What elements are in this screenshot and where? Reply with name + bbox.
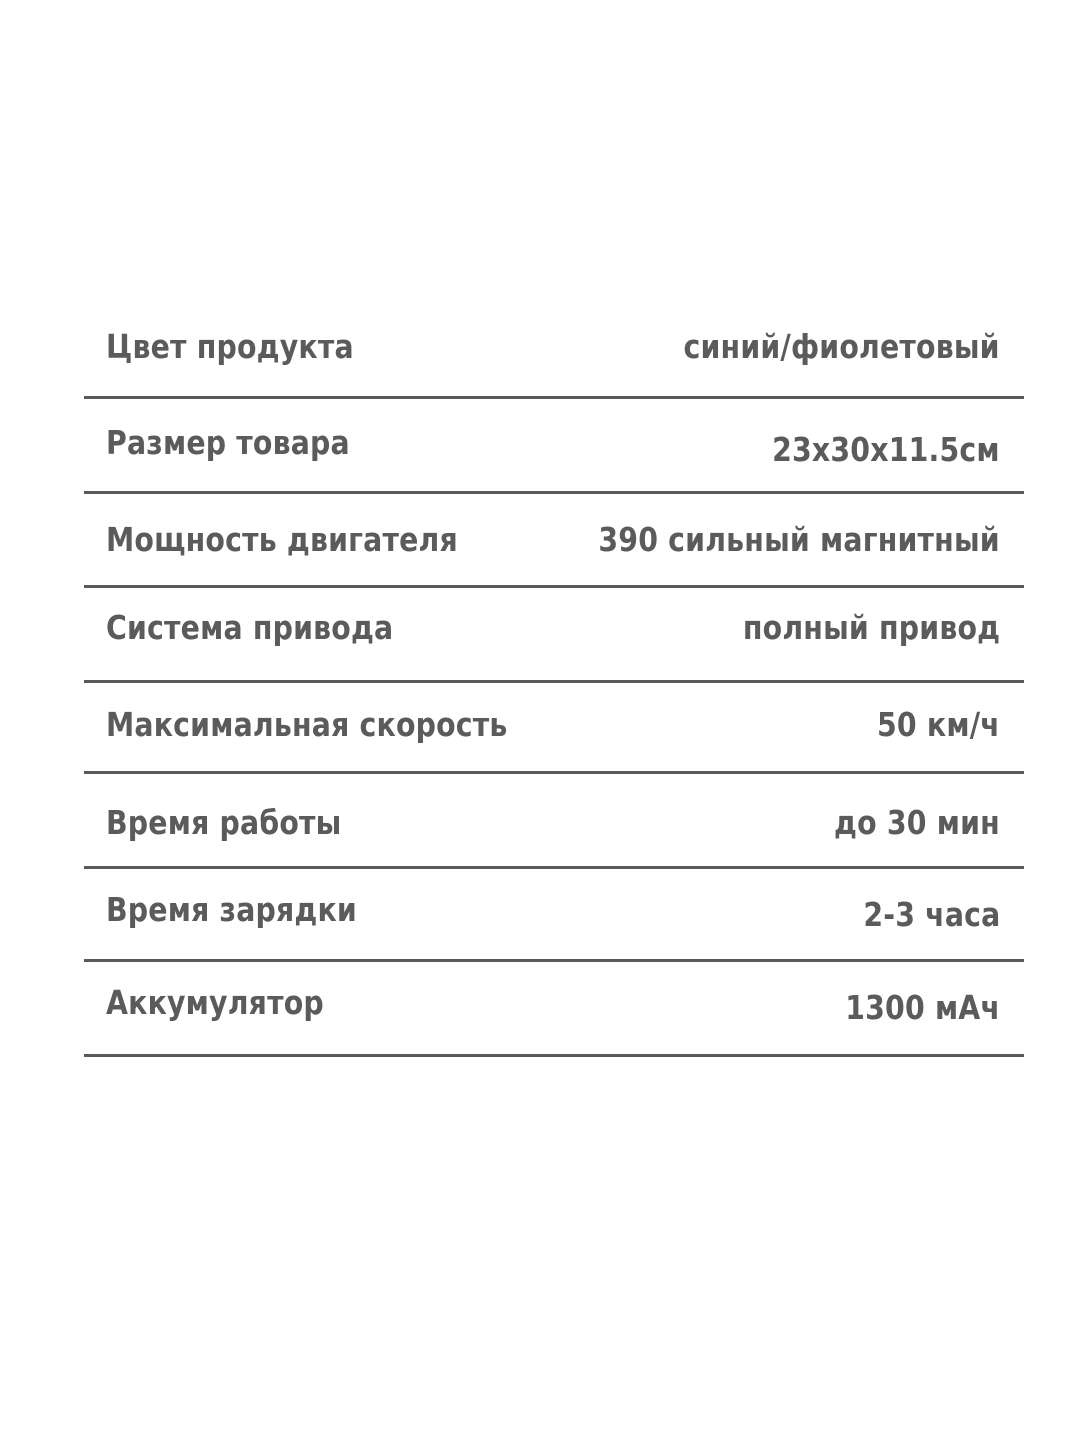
spec-value: 50 км/ч <box>877 704 1000 744</box>
spec-row-battery <box>84 962 1024 1057</box>
spec-label: Цвет продукта <box>106 326 354 366</box>
spec-label: Время работы <box>106 802 342 842</box>
spec-value: 2-3 часа <box>862 894 1000 934</box>
spec-row-max-speed <box>84 683 1024 774</box>
spec-row-drive-system <box>84 588 1024 683</box>
spec-value: 1300 мАч <box>845 987 1000 1027</box>
spec-label: Мощность двигателя <box>106 520 458 559</box>
spec-row-motor-power <box>84 494 1024 588</box>
spec-value: 23x30x11.5см <box>772 429 1000 469</box>
spec-label: Время зарядки <box>106 889 357 929</box>
spec-label: Максимальная скорость <box>106 704 508 744</box>
spec-table <box>84 310 1024 1057</box>
spec-label: Размер товара <box>106 422 350 462</box>
spec-value: синий/фиолетовый <box>683 326 1000 366</box>
spec-value: полный привод <box>742 607 1000 647</box>
spec-row-charge-time <box>84 869 1024 962</box>
spec-row-run-time <box>84 774 1024 869</box>
spec-value: до 30 мин <box>834 802 1000 842</box>
spec-label: Аккумулятор <box>106 982 324 1022</box>
spec-row-size <box>84 399 1024 494</box>
spec-value: 390 сильный магнитный <box>598 520 1000 559</box>
spec-label: Система привода <box>106 607 394 647</box>
spec-row-color <box>84 310 1024 399</box>
